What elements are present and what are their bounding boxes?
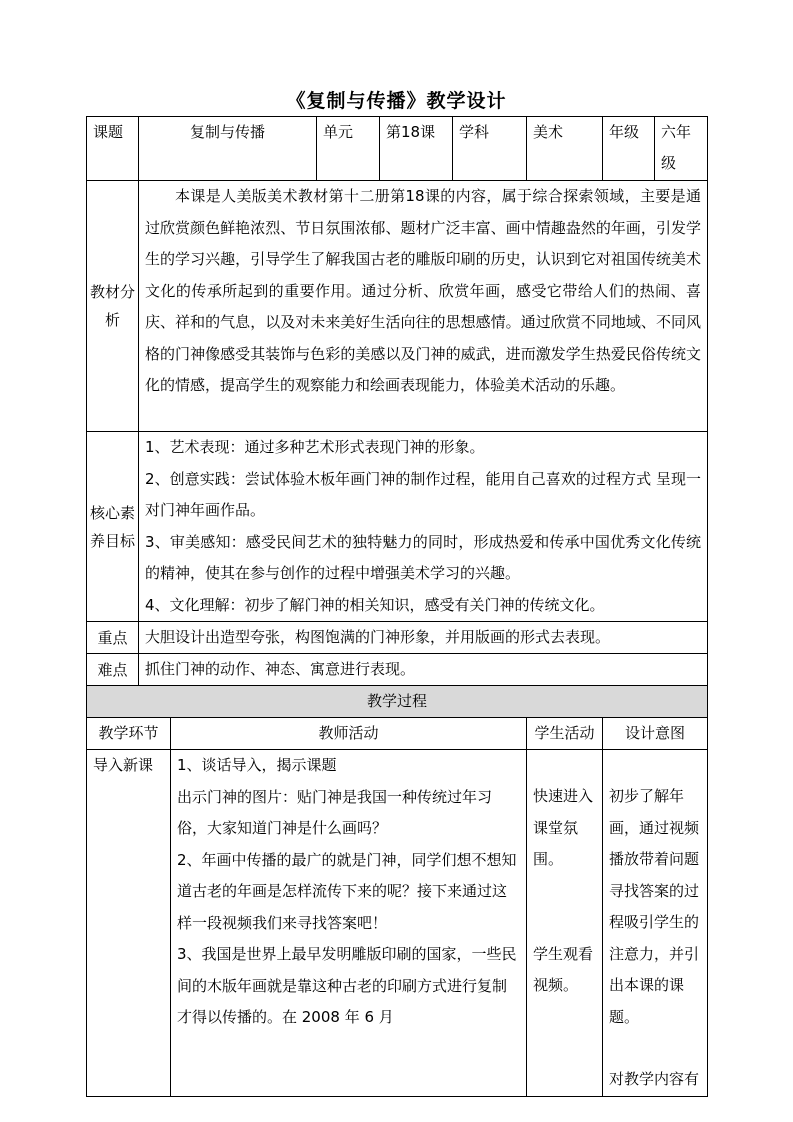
header-row [87, 117, 708, 181]
difficulty-row [87, 654, 708, 686]
goal-item: 3、审美感知：感受民间艺术的独特魅力的同时，形成热爱和传承中国优秀文化传统的精神，使其在参与创作的过程中增强美术学习的兴趣。 [145, 532, 702, 582]
process-header-row [87, 718, 708, 750]
process-row [87, 750, 708, 1097]
goal-item: 2、创意实践：尝试体验木板年画门神的制作过程，能用自己喜欢的过程方式 呈现一对门神年画作品。 [145, 469, 702, 519]
difficulty-label: 难点 [87, 654, 139, 686]
goals-row [87, 432, 708, 622]
process-title-row [87, 686, 708, 718]
teacher-activity-line: 3、我国是世界上最早发明雕版印刷的国家，一些民间的木版年画就是靠这种古老的印刷方式进行复制才得以传播的。在 2008 年 6 月 [177, 945, 517, 1026]
course-value: 复制与传播 [139, 117, 317, 181]
grade-label: 年级 [603, 117, 655, 181]
stage-cell: 导入新课 [87, 750, 171, 1097]
column-header-teacher: 教师活动 [171, 718, 527, 750]
key-point-text: 大胆设计出造型夸张，构图饱满的门神形象，并用版画的形式去表现。 [139, 622, 708, 654]
goal-item: 1、艺术表现：通过多种艺术形式表现门神的形象。 [145, 438, 485, 456]
subject-label: 学科 [453, 117, 527, 181]
column-header-stage: 教学环节 [87, 718, 171, 750]
design-intent-cell [603, 750, 708, 1097]
teacher-activity-cell [171, 750, 527, 1097]
student-activity-line: 学生观看视频。 [533, 944, 594, 994]
key-point-row [87, 622, 708, 654]
column-header-student: 学生活动 [527, 718, 603, 750]
goal-item: 4、文化理解：初步了解门神的相关知识，感受有关门神的传统文化。 [145, 595, 605, 614]
goals-label: 核心素养目标 [87, 432, 139, 622]
design-intent-line: 初步了解年画，通过视频播放带着问题寻找答案的过程吸引学生的注意力，并引出本课的课题。 [609, 787, 700, 1026]
analysis-row [87, 181, 708, 432]
teacher-activity-line: 2、年画中传播的最广的就是门神，同学们想不想知道古老的年画是怎样流传下来的呢？接下来通过这样一段视频我们来寻找答案吧！ [177, 850, 517, 932]
key-point-label: 重点 [87, 622, 139, 654]
document-title: 《复制与传播》教学设计 [286, 90, 507, 112]
analysis-label: 教材分析 [87, 181, 139, 432]
process-title: 教学过程 [87, 686, 708, 718]
goals-list [139, 432, 708, 622]
difficulty-text: 抓住门神的动作、神态、寓意进行表现。 [139, 654, 708, 686]
unit-value: 第18课 [380, 117, 453, 181]
course-label: 课题 [87, 117, 139, 181]
design-intent-line: 对教学内容有 [609, 1070, 700, 1088]
analysis-text: 本课是人美版美术教材第十二册第18课的内容，属于综合探索领域，主要是通过欣赏颜色鲜艳浓烈、节日氛围浓郁、题材广泛丰富、画中情趣盎然的年画，引发学生的学习兴趣，引导学生了解我国古老的雕版印刷的历史，认识到它对祖国传统美术文化的传承所起到的重要作用。通过分析、欣赏年画，感受它带给人们的热闹、喜庆、祥和的气息，以及对未来美好生活向往的思想感情。通过欣赏不同地域、不同风格的门神像感受其装饰与色彩的美感以及门神的威武，进而激发学生热爱民俗传统文化的情感，提高学生的观察能力和绘画表现能力，体验美术活动的乐趣。 [139, 181, 708, 432]
column-header-intent: 设计意图 [603, 718, 708, 750]
subject-value: 美术 [527, 117, 603, 181]
student-activity-cell [527, 750, 603, 1097]
lesson-plan-table [86, 116, 708, 1097]
teacher-activity-line: 出示门神的图片：贴门神是我国一种传统过年习俗，大家知道门神是什么画吗？ [177, 787, 493, 837]
unit-label: 单元 [317, 117, 380, 181]
teacher-activity-line: 1、谈话导入，揭示课题 [177, 756, 337, 774]
student-activity-line: 快速进入课堂氛围。 [533, 787, 594, 868]
grade-value: 六年级 [655, 117, 708, 181]
